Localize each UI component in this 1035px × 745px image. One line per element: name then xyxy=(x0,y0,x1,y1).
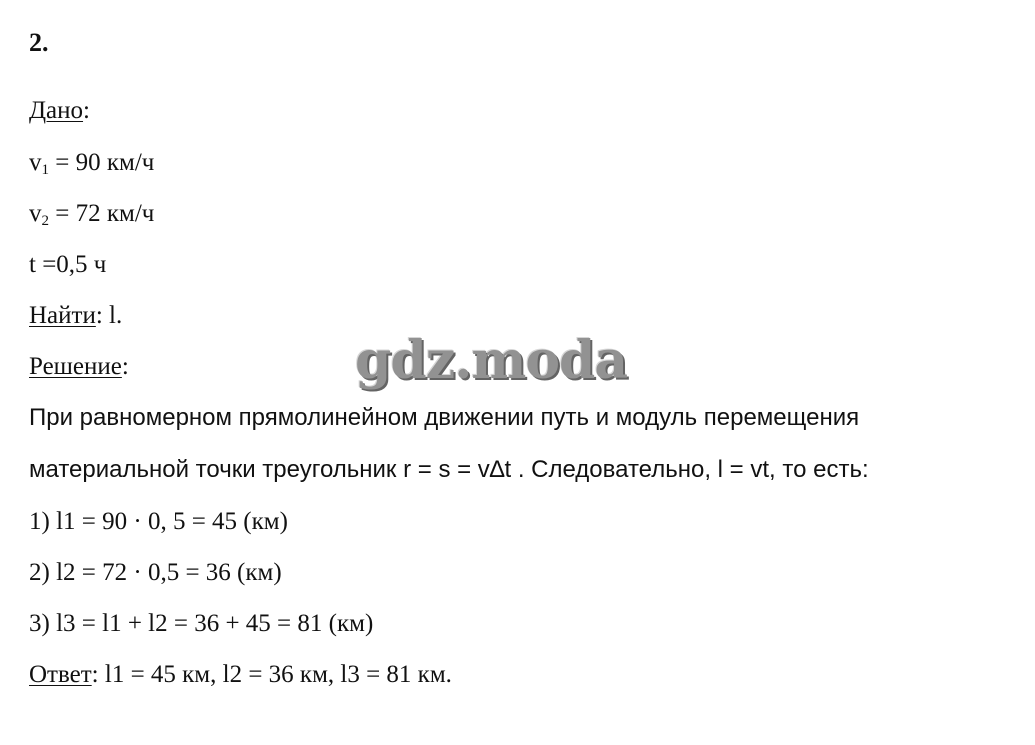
v1-subscript: 1 xyxy=(41,162,49,178)
find-line xyxy=(29,301,122,331)
v2-subscript: 2 xyxy=(41,213,49,229)
given-v2 xyxy=(29,199,154,236)
v1-value: = 90 км/ч xyxy=(49,149,155,176)
solution-step-1: 1) l1 = 90 · 0, 5 = 45 (км) xyxy=(29,508,288,535)
answer-value: : l1 = 45 км, l2 = 36 км, l3 = 81 км. xyxy=(91,661,452,688)
given-t: t =0,5 ч xyxy=(29,251,107,278)
find-value: : l. xyxy=(95,302,123,329)
solution-heading xyxy=(29,352,129,382)
answer-line xyxy=(29,660,452,690)
watermark-logo: gdz.moda xyxy=(355,330,628,391)
v1-symbol: v xyxy=(29,149,42,176)
solution-step-2: 2) l2 = 72 · 0,5 = 36 (км) xyxy=(29,559,282,586)
given-colon: : xyxy=(83,97,90,124)
solution-text-2: материальной точки треугольник r = s = v∆t . Следовательно, l = vt, то есть: xyxy=(29,456,869,483)
solution-label: Решение xyxy=(29,353,122,380)
find-label: Найти xyxy=(29,302,96,329)
problem-number: 2. xyxy=(29,28,49,57)
solution-step-3: 3) l3 = l1 + l2 = 36 + 45 = 81 (км) xyxy=(29,610,374,637)
given-heading xyxy=(29,96,90,126)
v2-value: = 72 км/ч xyxy=(49,200,155,227)
given-label: Дано xyxy=(29,97,84,124)
solution-colon: : xyxy=(121,353,129,380)
answer-label: Ответ xyxy=(29,661,92,688)
v2-symbol: v xyxy=(29,200,42,227)
solution-text-1: При равномерном прямолинейном движении путь и модуль перемещения xyxy=(29,404,860,431)
given-v1 xyxy=(29,148,154,185)
